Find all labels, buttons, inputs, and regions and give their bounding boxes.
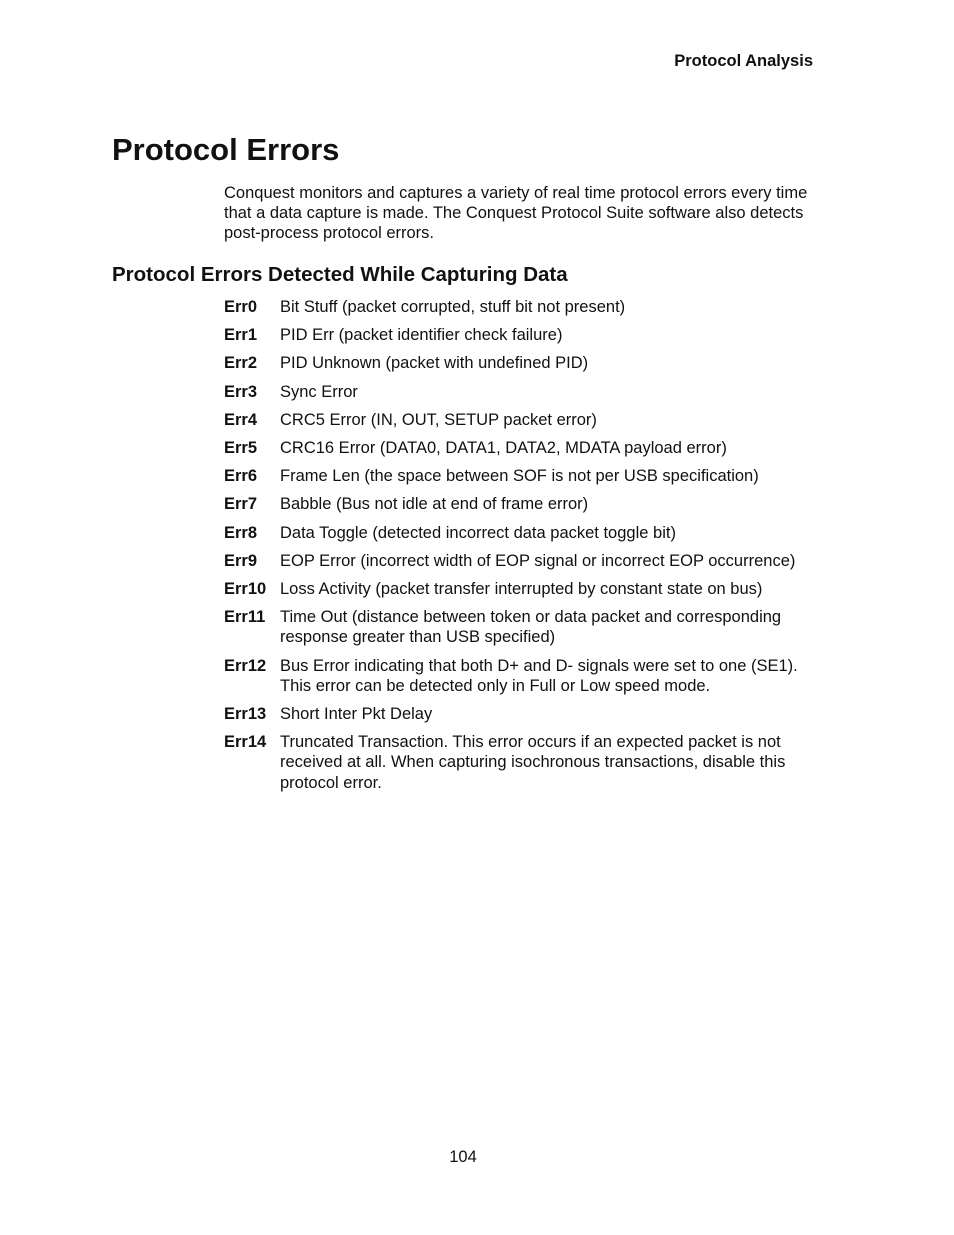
error-description: Data Toggle (detected incorrect data packet toggle bit) [280, 523, 676, 542]
error-code: Err11 [224, 608, 266, 627]
error-description: EOP Error (incorrect width of EOP signal or incorrect EOP occurrence) [280, 551, 796, 570]
error-description: Frame Len (the space between SOF is not per USB specification) [280, 467, 759, 486]
error-row [224, 732, 824, 793]
error-list [224, 297, 824, 801]
error-code: Err10 [224, 580, 267, 599]
error-code: Err3 [224, 382, 258, 401]
error-description: CRC5 Error (IN, OUT, SETUP packet error) [280, 410, 597, 429]
page-title: Protocol Errors [112, 132, 340, 167]
page-number: 104 [449, 1148, 477, 1166]
error-code: Err0 [224, 298, 258, 316]
error-row [224, 607, 824, 647]
error-code: Err9 [224, 551, 258, 570]
error-description: Truncated Transaction. This error occurs if an expected packet is not received at all. When capturing isochronous transactions, disable this protocol error. [280, 733, 786, 792]
error-row [224, 353, 824, 373]
error-code: Err6 [224, 467, 258, 486]
error-description: Loss Activity (packet transfer interrupted by constant state on bus) [280, 580, 763, 599]
error-code: Err1 [224, 326, 258, 345]
section-heading: Protocol Errors Detected While Capturing Data [112, 263, 568, 286]
error-description: Babble (Bus not idle at end of frame error) [280, 495, 589, 514]
error-row [224, 325, 824, 345]
error-code: Err8 [224, 523, 258, 542]
error-row [224, 297, 824, 317]
error-code: Err14 [224, 733, 267, 752]
error-description: PID Unknown (packet with undefined PID) [280, 354, 589, 373]
error-description: Time Out (distance between token or data packet and corresponding response greater than USB specified) [280, 608, 782, 647]
running-header: Protocol Analysis [674, 52, 813, 70]
error-row [224, 551, 824, 571]
error-row [224, 523, 824, 543]
error-code: Err7 [224, 495, 258, 514]
error-row [224, 704, 824, 724]
error-row [224, 466, 824, 486]
error-code: Err2 [224, 354, 258, 373]
error-row [224, 410, 824, 430]
error-description: Sync Error [280, 382, 358, 401]
error-row [224, 656, 824, 696]
error-row [224, 579, 824, 599]
error-description: Bit Stuff (packet corrupted, stuff bit not present) [280, 298, 626, 316]
error-row [224, 382, 824, 402]
error-code: Err5 [224, 439, 258, 458]
intro-paragraph: Conquest monitors and captures a variety of real time protocol errors every time that a data capture is made. The Conquest Protocol Suite software also detects post-process protocol errors. [224, 184, 808, 242]
error-description: Bus Error indicating that both D+ and D- signals were set to one (SE1). This error can be detected only in Full or Low speed mode. [280, 656, 798, 695]
error-row [224, 494, 824, 514]
error-description: PID Err (packet identifier check failure) [280, 326, 563, 345]
error-description: Short Inter Pkt Delay [280, 705, 433, 724]
error-description: CRC16 Error (DATA0, DATA1, DATA2, MDATA payload error) [280, 439, 727, 458]
error-code: Err4 [224, 410, 258, 429]
error-row [224, 438, 824, 458]
error-code: Err12 [224, 656, 267, 675]
error-code: Err13 [224, 705, 267, 724]
